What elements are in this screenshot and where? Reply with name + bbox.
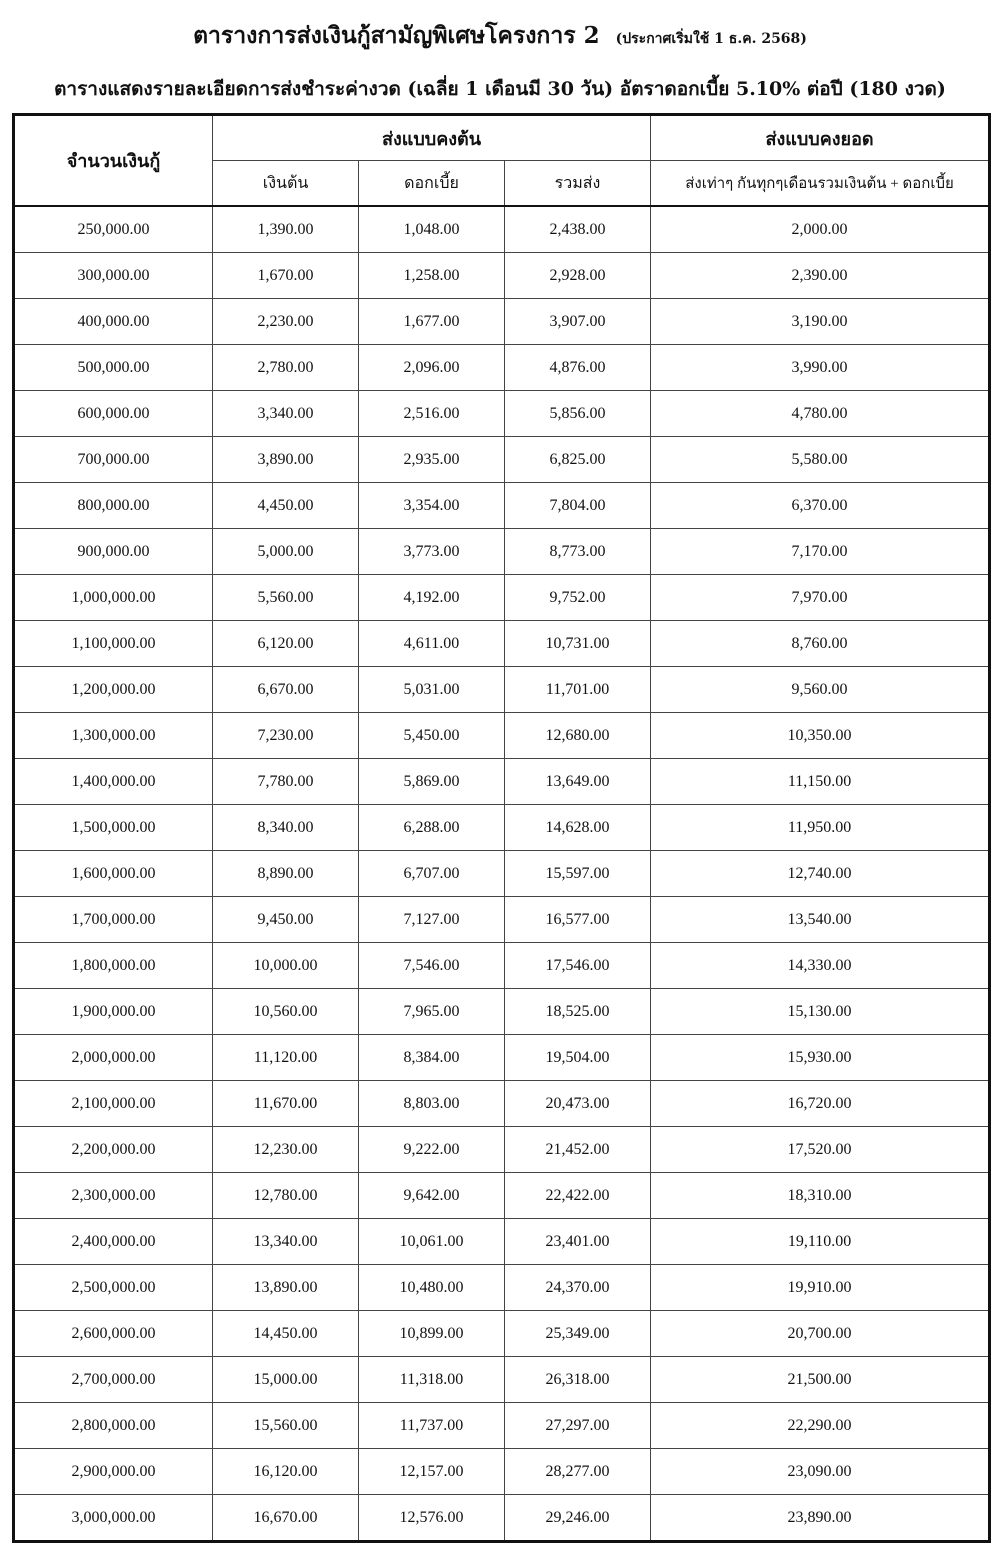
- cell-sum: 21,452.00: [505, 1127, 651, 1173]
- cell-sum: 13,649.00: [505, 759, 651, 805]
- cell-interest: 10,061.00: [359, 1219, 505, 1265]
- cell-equal-payment: 2,390.00: [651, 253, 990, 299]
- table-header: [14, 115, 990, 207]
- cell-sum: 12,680.00: [505, 713, 651, 759]
- cell-sum: 23,401.00: [505, 1219, 651, 1265]
- cell-loan-amount: 600,000.00: [14, 391, 213, 437]
- table-row: [14, 1035, 990, 1081]
- table-row: [14, 1265, 990, 1311]
- cell-loan-amount: 1,200,000.00: [14, 667, 213, 713]
- cell-loan-amount: 900,000.00: [14, 529, 213, 575]
- cell-loan-amount: 500,000.00: [14, 345, 213, 391]
- table-row: [14, 989, 990, 1035]
- table-row: [14, 713, 990, 759]
- cell-equal-payment: 5,580.00: [651, 437, 990, 483]
- cell-loan-amount: 3,000,000.00: [14, 1495, 213, 1542]
- cell-equal-payment: 16,720.00: [651, 1081, 990, 1127]
- cell-sum: 24,370.00: [505, 1265, 651, 1311]
- cell-interest: 11,318.00: [359, 1357, 505, 1403]
- table-row: [14, 299, 990, 345]
- table-row: [14, 1311, 990, 1357]
- cell-principal: 13,890.00: [213, 1265, 359, 1311]
- cell-sum: 16,577.00: [505, 897, 651, 943]
- cell-equal-payment: 19,910.00: [651, 1265, 990, 1311]
- cell-equal-payment: 19,110.00: [651, 1219, 990, 1265]
- cell-principal: 11,120.00: [213, 1035, 359, 1081]
- cell-equal-payment: 22,290.00: [651, 1403, 990, 1449]
- table-row: [14, 206, 990, 253]
- cell-principal: 1,390.00: [213, 206, 359, 253]
- table-row: [14, 1127, 990, 1173]
- header-fixed-total: ส่งแบบคงยอด: [651, 115, 990, 161]
- table-body: [14, 206, 990, 1542]
- cell-equal-payment: 2,000.00: [651, 206, 990, 253]
- cell-loan-amount: 2,600,000.00: [14, 1311, 213, 1357]
- cell-interest: 8,803.00: [359, 1081, 505, 1127]
- cell-loan-amount: 2,500,000.00: [14, 1265, 213, 1311]
- cell-interest: 5,869.00: [359, 759, 505, 805]
- cell-sum: 19,504.00: [505, 1035, 651, 1081]
- cell-interest: 6,288.00: [359, 805, 505, 851]
- table-row: [14, 1449, 990, 1495]
- cell-sum: 14,628.00: [505, 805, 651, 851]
- title-text: ตารางการส่งเงินกู้สามัญพิเศษโครงการ 2: [193, 22, 600, 49]
- cell-interest: 3,354.00: [359, 483, 505, 529]
- cell-loan-amount: 2,400,000.00: [14, 1219, 213, 1265]
- cell-equal-payment: 11,950.00: [651, 805, 990, 851]
- cell-sum: 7,804.00: [505, 483, 651, 529]
- cell-sum: 29,246.00: [505, 1495, 651, 1542]
- cell-principal: 7,230.00: [213, 713, 359, 759]
- cell-equal-payment: 20,700.00: [651, 1311, 990, 1357]
- cell-interest: 4,192.00: [359, 575, 505, 621]
- table-row: [14, 483, 990, 529]
- cell-sum: 22,422.00: [505, 1173, 651, 1219]
- cell-loan-amount: 800,000.00: [14, 483, 213, 529]
- cell-loan-amount: 1,100,000.00: [14, 621, 213, 667]
- cell-principal: 16,120.00: [213, 1449, 359, 1495]
- cell-equal-payment: 4,780.00: [651, 391, 990, 437]
- cell-interest: 5,031.00: [359, 667, 505, 713]
- table-row: [14, 1495, 990, 1542]
- table-row: [14, 1219, 990, 1265]
- cell-loan-amount: 2,900,000.00: [14, 1449, 213, 1495]
- page-subtitle: ตารางแสดงรายละเอียดการส่งชำระค่างวด (เฉลี่ย 1 เดือนมี 30 วัน) อัตราดอกเบี้ย 5.10% ต่อปี (180 งวด): [54, 78, 946, 100]
- cell-sum: 18,525.00: [505, 989, 651, 1035]
- table-row: [14, 1173, 990, 1219]
- table-row: [14, 253, 990, 299]
- cell-principal: 8,340.00: [213, 805, 359, 851]
- table-row: [14, 851, 990, 897]
- cell-equal-payment: 18,310.00: [651, 1173, 990, 1219]
- cell-interest: 12,157.00: [359, 1449, 505, 1495]
- cell-loan-amount: 1,000,000.00: [14, 575, 213, 621]
- cell-principal: 8,890.00: [213, 851, 359, 897]
- cell-loan-amount: 2,800,000.00: [14, 1403, 213, 1449]
- header-interest: ดอกเบี้ย: [359, 161, 505, 207]
- cell-equal-payment: 7,170.00: [651, 529, 990, 575]
- table-row: [14, 667, 990, 713]
- table-row: [14, 391, 990, 437]
- cell-equal-payment: 9,560.00: [651, 667, 990, 713]
- cell-interest: 11,737.00: [359, 1403, 505, 1449]
- cell-equal-payment: 15,130.00: [651, 989, 990, 1035]
- cell-loan-amount: 1,500,000.00: [14, 805, 213, 851]
- cell-equal-payment: 21,500.00: [651, 1357, 990, 1403]
- cell-equal-payment: 11,150.00: [651, 759, 990, 805]
- cell-equal-payment: 7,970.00: [651, 575, 990, 621]
- table-row: [14, 575, 990, 621]
- cell-interest: 9,642.00: [359, 1173, 505, 1219]
- cell-loan-amount: 1,800,000.00: [14, 943, 213, 989]
- cell-equal-payment: 8,760.00: [651, 621, 990, 667]
- cell-loan-amount: 2,300,000.00: [14, 1173, 213, 1219]
- cell-loan-amount: 2,700,000.00: [14, 1357, 213, 1403]
- page-title: [0, 18, 1000, 54]
- cell-principal: 5,560.00: [213, 575, 359, 621]
- cell-sum: 26,318.00: [505, 1357, 651, 1403]
- cell-principal: 14,450.00: [213, 1311, 359, 1357]
- cell-principal: 9,450.00: [213, 897, 359, 943]
- cell-sum: 15,597.00: [505, 851, 651, 897]
- cell-principal: 5,000.00: [213, 529, 359, 575]
- cell-principal: 15,000.00: [213, 1357, 359, 1403]
- table-row: [14, 345, 990, 391]
- cell-equal-payment: 23,890.00: [651, 1495, 990, 1542]
- cell-interest: 10,899.00: [359, 1311, 505, 1357]
- cell-loan-amount: 1,400,000.00: [14, 759, 213, 805]
- cell-interest: 10,480.00: [359, 1265, 505, 1311]
- header-sum: รวมส่ง: [505, 161, 651, 207]
- cell-principal: 12,780.00: [213, 1173, 359, 1219]
- cell-principal: 1,670.00: [213, 253, 359, 299]
- cell-equal-payment: 14,330.00: [651, 943, 990, 989]
- cell-loan-amount: 1,700,000.00: [14, 897, 213, 943]
- table-row: [14, 897, 990, 943]
- cell-equal-payment: 23,090.00: [651, 1449, 990, 1495]
- header-loan-amount: จำนวนเงินกู้: [14, 115, 213, 207]
- cell-interest: 3,773.00: [359, 529, 505, 575]
- cell-principal: 11,670.00: [213, 1081, 359, 1127]
- cell-sum: 2,438.00: [505, 206, 651, 253]
- cell-interest: 8,384.00: [359, 1035, 505, 1081]
- cell-sum: 5,856.00: [505, 391, 651, 437]
- table-row: [14, 1081, 990, 1127]
- cell-equal-payment: 13,540.00: [651, 897, 990, 943]
- cell-loan-amount: 400,000.00: [14, 299, 213, 345]
- cell-principal: 4,450.00: [213, 483, 359, 529]
- loan-payment-table: [12, 113, 991, 1543]
- cell-loan-amount: 1,600,000.00: [14, 851, 213, 897]
- cell-principal: 10,560.00: [213, 989, 359, 1035]
- table-row: [14, 529, 990, 575]
- cell-equal-payment: 10,350.00: [651, 713, 990, 759]
- cell-principal: 16,670.00: [213, 1495, 359, 1542]
- cell-sum: 11,701.00: [505, 667, 651, 713]
- cell-sum: 20,473.00: [505, 1081, 651, 1127]
- cell-interest: 9,222.00: [359, 1127, 505, 1173]
- cell-principal: 7,780.00: [213, 759, 359, 805]
- table-row: [14, 1403, 990, 1449]
- table-row: [14, 1357, 990, 1403]
- cell-sum: 9,752.00: [505, 575, 651, 621]
- cell-equal-payment: 17,520.00: [651, 1127, 990, 1173]
- cell-sum: 10,731.00: [505, 621, 651, 667]
- cell-loan-amount: 700,000.00: [14, 437, 213, 483]
- cell-principal: 15,560.00: [213, 1403, 359, 1449]
- cell-interest: 2,935.00: [359, 437, 505, 483]
- cell-loan-amount: 300,000.00: [14, 253, 213, 299]
- cell-interest: 1,048.00: [359, 206, 505, 253]
- title-note: (ประกาศเริ่มใช้ 1 ธ.ค. 2568): [615, 31, 807, 47]
- cell-principal: 13,340.00: [213, 1219, 359, 1265]
- cell-equal-payment: 15,930.00: [651, 1035, 990, 1081]
- table-row: [14, 759, 990, 805]
- cell-sum: 8,773.00: [505, 529, 651, 575]
- cell-sum: 2,928.00: [505, 253, 651, 299]
- cell-interest: 6,707.00: [359, 851, 505, 897]
- cell-principal: 6,670.00: [213, 667, 359, 713]
- cell-principal: 2,780.00: [213, 345, 359, 391]
- cell-principal: 3,890.00: [213, 437, 359, 483]
- table-row: [14, 805, 990, 851]
- cell-sum: 28,277.00: [505, 1449, 651, 1495]
- table-row: [14, 943, 990, 989]
- cell-equal-payment: 12,740.00: [651, 851, 990, 897]
- cell-principal: 2,230.00: [213, 299, 359, 345]
- cell-loan-amount: 1,300,000.00: [14, 713, 213, 759]
- cell-interest: 1,258.00: [359, 253, 505, 299]
- cell-loan-amount: 1,900,000.00: [14, 989, 213, 1035]
- cell-loan-amount: 250,000.00: [14, 206, 213, 253]
- table-row: [14, 621, 990, 667]
- cell-sum: 17,546.00: [505, 943, 651, 989]
- cell-interest: 4,611.00: [359, 621, 505, 667]
- cell-loan-amount: 2,100,000.00: [14, 1081, 213, 1127]
- cell-interest: 7,127.00: [359, 897, 505, 943]
- header-principal: เงินต้น: [213, 161, 359, 207]
- cell-interest: 7,965.00: [359, 989, 505, 1035]
- table-row: [14, 437, 990, 483]
- cell-equal-payment: 3,190.00: [651, 299, 990, 345]
- cell-loan-amount: 2,200,000.00: [14, 1127, 213, 1173]
- cell-principal: 10,000.00: [213, 943, 359, 989]
- cell-equal-payment: 6,370.00: [651, 483, 990, 529]
- cell-sum: 6,825.00: [505, 437, 651, 483]
- cell-sum: 27,297.00: [505, 1403, 651, 1449]
- cell-interest: 2,516.00: [359, 391, 505, 437]
- header-fixed-principal: ส่งแบบคงต้น: [213, 115, 651, 161]
- cell-interest: 2,096.00: [359, 345, 505, 391]
- cell-interest: 12,576.00: [359, 1495, 505, 1542]
- cell-sum: 3,907.00: [505, 299, 651, 345]
- cell-sum: 4,876.00: [505, 345, 651, 391]
- cell-sum: 25,349.00: [505, 1311, 651, 1357]
- cell-loan-amount: 2,000,000.00: [14, 1035, 213, 1081]
- cell-principal: 12,230.00: [213, 1127, 359, 1173]
- header-equal-payment: ส่งเท่าๆ กันทุกๆเดือนรวมเงินต้น + ดอกเบี้ย: [651, 161, 990, 207]
- cell-equal-payment: 3,990.00: [651, 345, 990, 391]
- cell-principal: 3,340.00: [213, 391, 359, 437]
- cell-principal: 6,120.00: [213, 621, 359, 667]
- cell-interest: 1,677.00: [359, 299, 505, 345]
- cell-interest: 7,546.00: [359, 943, 505, 989]
- cell-interest: 5,450.00: [359, 713, 505, 759]
